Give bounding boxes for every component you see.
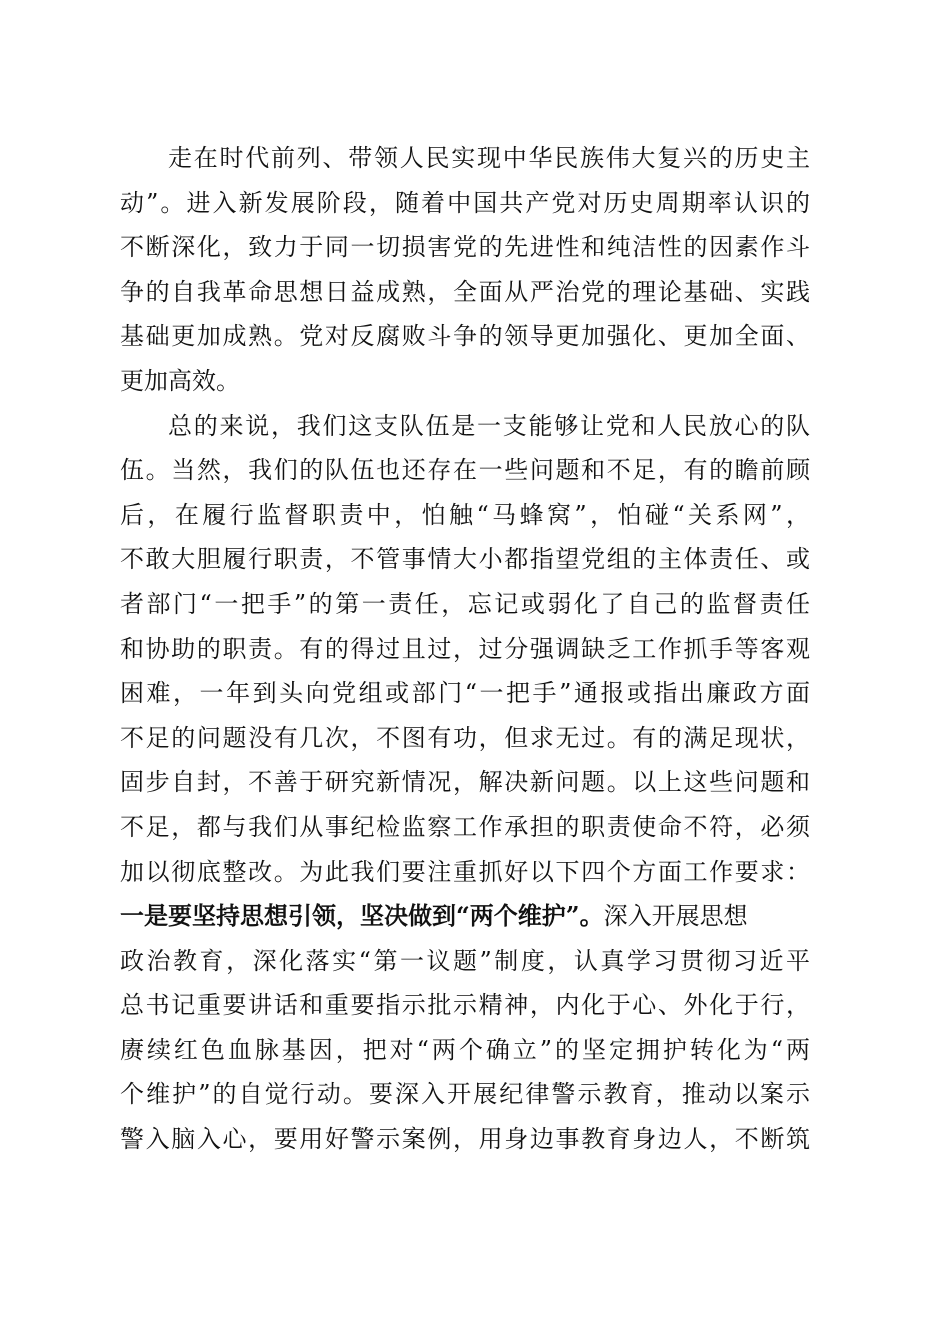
- paragraph-line: 不断深化，致力于同一切损害党的先进性和纯洁性的因素作斗: [120, 233, 810, 262]
- paragraph-line: 加以彻底整改。为此我们要注重抓好以下四个方面工作要求：: [120, 857, 810, 886]
- paragraph-line: 走在时代前列、带领人民实现中华民族伟大复兴的历史主: [168, 144, 810, 172]
- paragraph-line: 赓续红色血脉基因，把对“两个确立”的坚定拥护转化为“两: [120, 1035, 810, 1064]
- paragraph-line: 者部门“一把手”的第一责任，忘记或弱化了自己的监督责任: [120, 589, 810, 618]
- paragraph-line: 总的来说，我们这支队伍是一支能够让党和人民放心的队: [168, 411, 810, 440]
- paragraph-line: 不足的问题没有几次，不图有功，但求无过。有的满足现状，: [120, 723, 810, 752]
- paragraph-line: 不敢大胆履行职责，不管事情大小都指望党组的主体责任、或: [120, 545, 810, 574]
- section-heading: 一是要坚持思想引领，坚决做到“两个维护”。: [120, 901, 604, 931]
- paragraph-line: 更加高效。: [120, 366, 240, 395]
- paragraph-line: 政治教育，深化落实“第一议题”制度，认真学习贯彻习近平: [120, 946, 810, 975]
- paragraph-line: 后，在履行监督职责中，怕触“马蜂窝”，怕碰“关系网”，: [120, 500, 810, 529]
- paragraph-text: 深入开展思想: [603, 902, 748, 931]
- paragraph-line: 总书记重要讲话和重要指示批示精神，内化于心、外化于行，: [120, 991, 810, 1020]
- paragraph-line: 争的自我革命思想日益成熟，全面从严治党的理论基础、实践: [120, 277, 810, 306]
- paragraph-line: 伍。当然，我们的队伍也还存在一些问题和不足，有的瞻前顾: [120, 456, 810, 485]
- paragraph-line: 和协助的职责。有的得过且过，过分强调缺乏工作抓手等客观: [120, 634, 810, 663]
- paragraph-line: 固步自封，不善于研究新情况，解决新问题。以上这些问题和: [120, 768, 810, 797]
- paragraph-line: 警入脑入心，要用好警示案例，用身边事教育身边人，不断筑: [120, 1125, 810, 1154]
- paragraph-line: 动”。进入新发展阶段，随着中国共产党对历史周期率认识的: [120, 188, 810, 217]
- paragraph-line: 不足，都与我们从事纪检监察工作承担的职责使命不符，必须: [120, 812, 810, 841]
- paragraph-line: 困难，一年到头向党组或部门“一把手”通报或指出廉政方面: [120, 679, 810, 708]
- paragraph-line: 个维护”的自觉行动。要深入开展纪律警示教育，推动以案示: [120, 1080, 810, 1109]
- paragraph-line-with-heading: [120, 894, 810, 939]
- document-body: [120, 136, 810, 1162]
- paragraph-line: 基础更加成熟。党对反腐败斗争的领导更加强化、更加全面、: [120, 322, 810, 351]
